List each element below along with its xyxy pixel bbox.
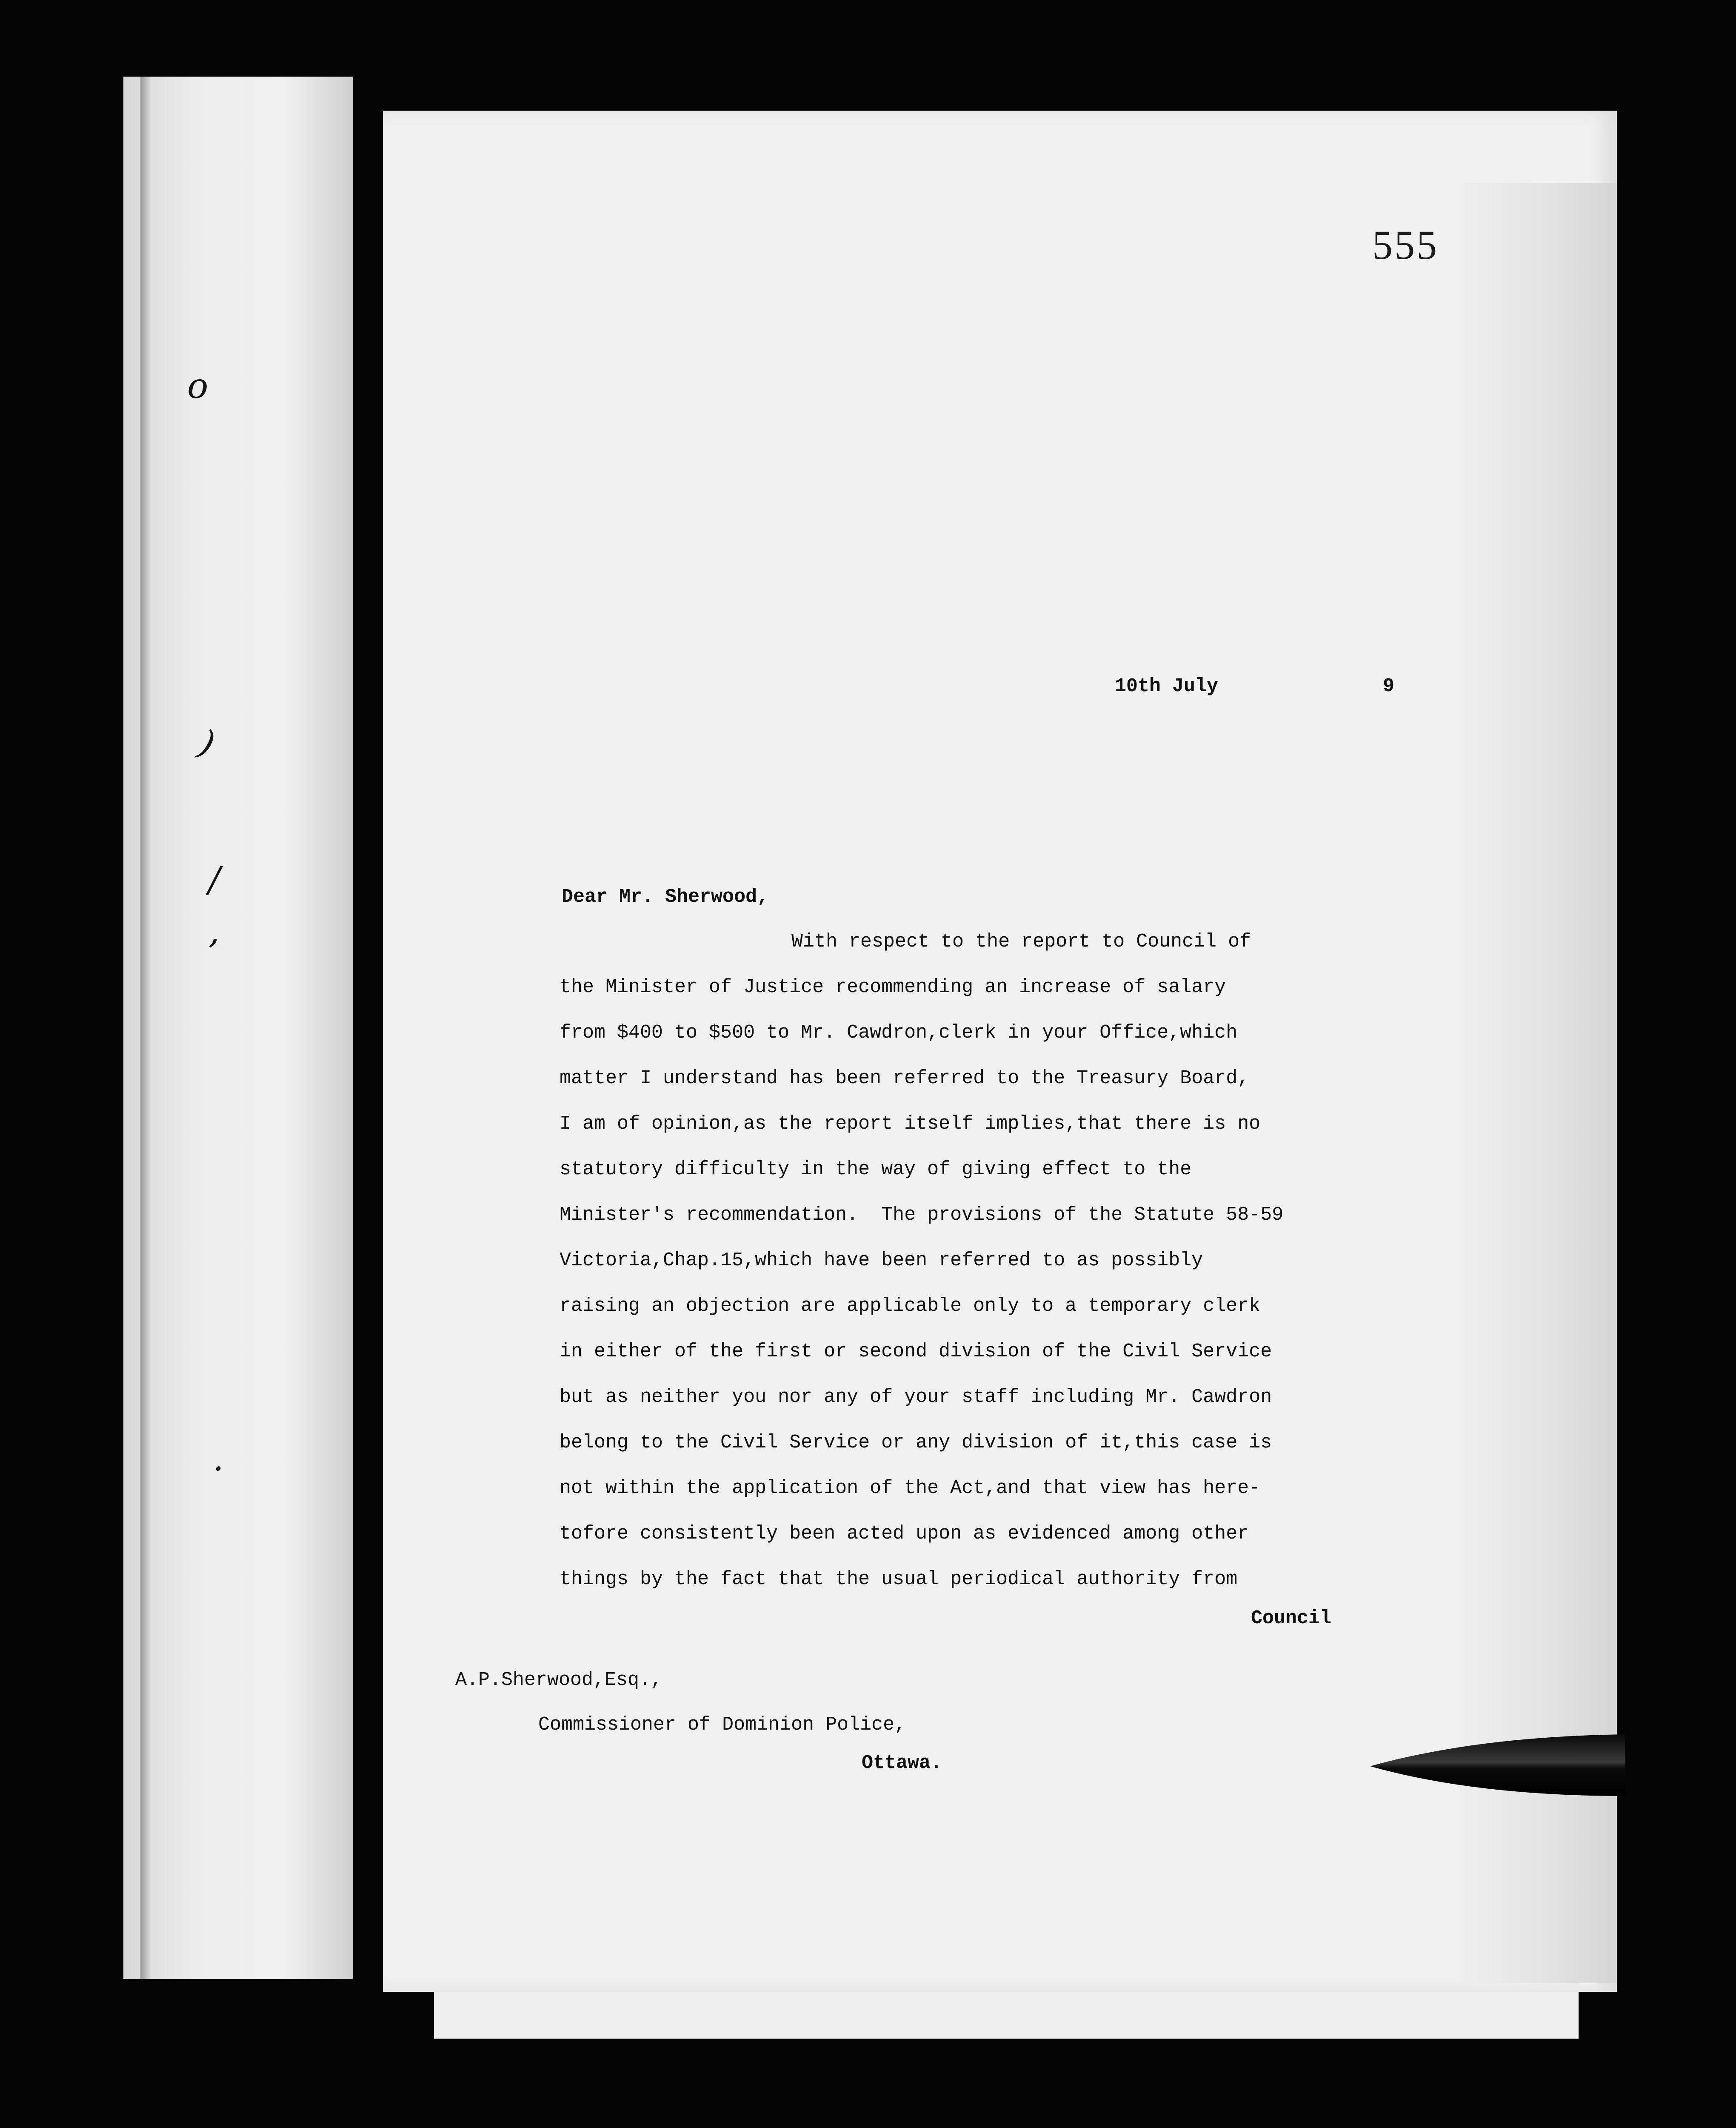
margin-handwriting-1: / xyxy=(208,860,222,900)
addressee-title: Commissioner of Dominion Police, xyxy=(538,1714,906,1736)
body-line: statutory difficulty in the way of giving effect to the xyxy=(560,1158,1192,1180)
salutation: Dear Mr. Sherwood, xyxy=(562,886,769,908)
body-line: matter I understand has been referred to the Treasury Board, xyxy=(560,1067,1249,1089)
rear-sheet xyxy=(123,77,353,1979)
body-line: things by the fact that the usual periodical authority from xyxy=(560,1568,1238,1590)
body-line: tofore consistently been acted upon as evidenced among other xyxy=(560,1523,1249,1545)
body-line: I am of opinion,as the report itself implies,that there is no xyxy=(560,1113,1261,1135)
body-line: With respect to the report to Council of xyxy=(791,931,1251,952)
margin-handwriting-3: . xyxy=(213,1439,226,1479)
body-line: raising an objection are applicable only to a temporary clerk xyxy=(560,1295,1261,1317)
body-line: from $400 to $500 to Mr. Cawdron,clerk in your Office,which xyxy=(560,1022,1238,1044)
rear-sheet-fold xyxy=(140,77,152,1979)
addressee-city: Ottawa. xyxy=(862,1752,942,1774)
letter-date: 10th July xyxy=(1115,675,1219,697)
page-number: 555 xyxy=(1372,222,1439,268)
body-line: Minister's recommendation. The provisions of the Statute 58-59 xyxy=(560,1204,1284,1226)
body-line: but as neither you nor any of your staff including Mr. Cawdron xyxy=(560,1386,1272,1408)
letter-page xyxy=(383,111,1617,1992)
body-line: in either of the first or second division of the Civil Service xyxy=(560,1341,1272,1362)
margin-handwriting-2: , xyxy=(208,911,222,951)
addressee-name: A.P.Sherwood,Esq., xyxy=(455,1669,662,1691)
margin-handwriting-stroke: ) xyxy=(194,722,221,766)
body-line: the Minister of Justice recommending an increase of salary xyxy=(560,976,1226,998)
continuation-word: Council xyxy=(1251,1607,1332,1629)
margin-mark: o xyxy=(187,366,210,406)
body-line: Victoria,Chap.15,which have been referred to as possibly xyxy=(560,1250,1203,1271)
letter-date-mark: 9 xyxy=(1383,675,1395,697)
body-line: belong to the Civil Service or any division of it,this case is xyxy=(560,1432,1272,1453)
pen-tip-object xyxy=(1370,1732,1625,1800)
letter-page-shadow-edge xyxy=(1455,183,1617,1983)
body-line: not within the application of the Act,and that view has here- xyxy=(560,1477,1261,1499)
